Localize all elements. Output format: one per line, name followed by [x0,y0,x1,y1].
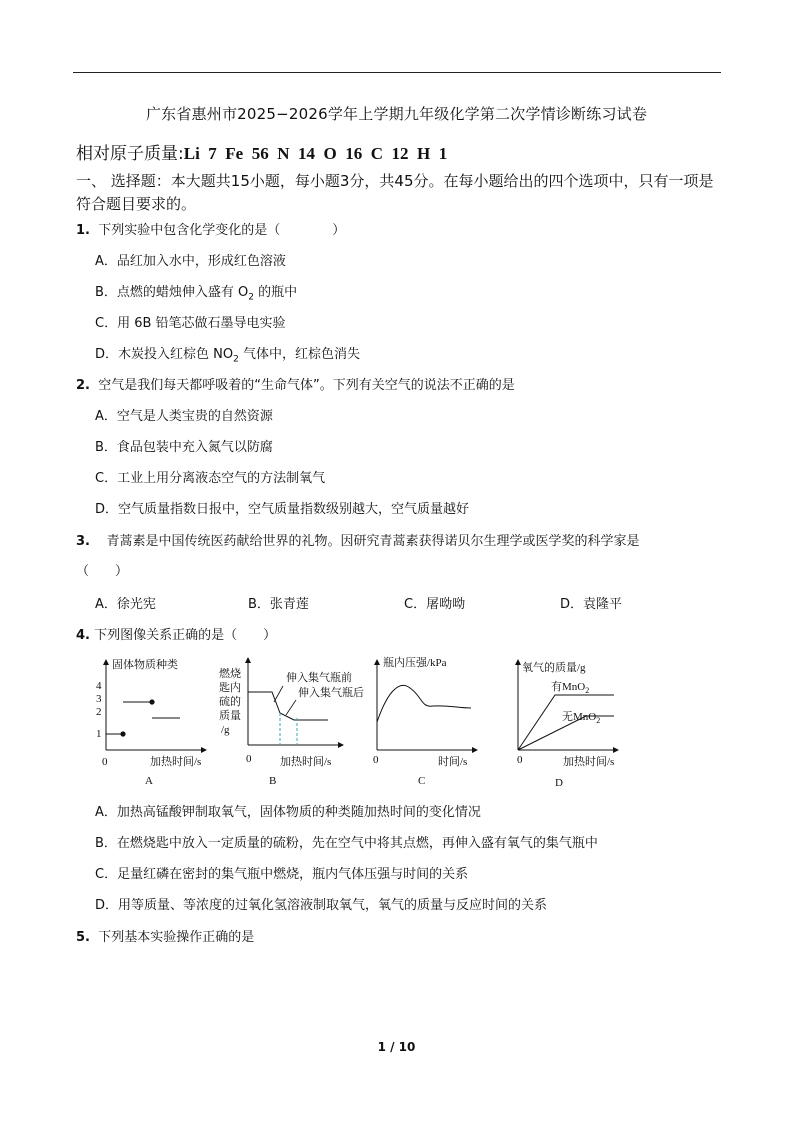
q4-option-c: C．足量红磷在密封的集气瓶中燃烧，瓶内气体压强与时间的关系 [95,867,469,882]
origin-label: 0 [373,754,379,766]
section-heading: 一、 选择题：本大题共15小题，每小题3分，共45分。在每小题给出的四个选项中，只有一项是符合题目要求的。 [76,172,714,213]
header-rule [73,72,721,73]
question-stem: 青蒿素是中国传统医药献给世界的礼物。因研究青蒿素获得诺贝尔生理学或医学奖的科学家是 [106,534,640,549]
option-text: 的瓶中 [254,285,298,300]
question-1 [76,219,345,238]
y-axis-label: 硫的 [219,696,241,708]
annotation: 伸入集气瓶前 [286,672,352,684]
y-axis-label: 氧气的质量/g [522,662,586,674]
page-number: 1 / 10 [377,1040,416,1054]
x-axis-label: 加热时间/s [280,756,332,768]
q2-option-d: D．空气质量指数日报中，空气质量指数级别越大，空气质量越好 [95,502,470,517]
data-point [120,731,125,736]
tick-label: 3 [96,693,102,705]
y-axis-label: 匙内 [219,682,241,694]
question-2 [76,374,515,393]
q4-option-b: B．在燃烧匙中放入一定质量的硫粉，先在空气中将其点燃，再伸入盛有氧气的集气瓶中 [95,836,598,851]
origin-label: 0 [246,753,252,765]
figure-c [373,655,477,787]
q3-option-c: C．屠呦呦 [404,597,466,612]
data-line [377,685,471,722]
q4-figures [88,650,628,790]
y-axis-label: 固体物质种类 [112,659,178,671]
q1-option-d [95,343,360,365]
leader-line [286,700,296,715]
y-axis-label: /g [221,724,230,736]
figure-label: B [269,775,277,787]
y-axis-label: 瓶内压强/kPa [383,657,447,669]
figure-label: D [555,777,563,789]
annotation: 伸入集气瓶后 [298,687,364,699]
origin-label: 0 [517,754,523,766]
question-number: 2. [76,378,90,393]
q3-paren: （ ） [76,564,129,579]
q2-option-c: C．工业上用分离液态空气的方法制氧气 [95,471,326,486]
x-axis-label: 加热时间/s [563,756,615,768]
q3-option-b: B．张青莲 [248,597,309,612]
series-label: 有MnO$_2$ [551,681,590,695]
y-axis-label: 质量 [219,710,241,722]
option-text: D．木炭投入红棕色 NO [95,347,234,362]
question-number: 4. [76,628,90,643]
question-stem: 下列图像关系正确的是（ ） [94,628,277,643]
question-4 [76,624,276,643]
tick-label: 2 [96,706,102,718]
tick-label: 4 [96,680,102,692]
q3-option-d: D．袁隆平 [560,597,623,612]
q3-option-a: A．徐光宪 [95,597,156,612]
data-point [149,699,154,704]
atomic-mass-label: 相对原子质量: [76,144,184,164]
page-title: 广东省惠州市2025−2026学年上学期九年级化学第二次学情诊断练习试卷 [145,105,648,123]
leader-line [274,686,283,702]
question-number: 3. [76,534,90,549]
question-stem: 下列基本实验操作正确的是 [98,930,255,945]
tick-label: 1 [96,728,102,740]
x-axis-label: 时间/s [438,756,468,768]
question-stem: 空气是我们每天都呼吸着的“生命气体”。下列有关空气的说法不正确的是 [98,378,515,393]
q2-option-a: A．空气是人类宝贵的自然资源 [95,409,273,424]
subscript: 2 [248,292,255,303]
q4-option-d: D．用等质量、等浓度的过氧化氢溶液制取氧气，氧气的质量与反应时间的关系 [95,898,548,913]
q1-option-b [95,281,297,303]
question-number: 5. [76,930,90,945]
question-3 [76,530,640,549]
question-5 [76,926,254,945]
figure-label: C [418,775,426,787]
figure-d [517,660,618,789]
series-label: 无MnO$_2$ [562,711,601,725]
y-axis-label: 燃烧 [219,668,241,680]
q1-option-a: A．品红加入水中，形成红色溶液 [95,254,286,269]
atomic-mass-line [76,139,447,164]
q4-option-a: A．加热高锰酸钾制取氧气，固体物质的种类随加热时间的变化情况 [95,805,481,820]
atomic-mass-values: Li 7 Fe 56 N 14 O 16 C 12 H 1 [183,144,448,163]
question-number: 1. [76,223,90,238]
x-axis-label: 加热时间/s [150,756,202,768]
figure-label: A [145,775,153,787]
figure-a [96,657,206,787]
subscript: 2 [233,354,239,365]
q1-option-c: C．用 6B 铅笔芯做石墨导电实验 [95,316,286,331]
figure-b [219,658,364,787]
option-text: 气体中，红棕色消失 [238,347,360,362]
question-stem: 下列实验中包含化学变化的是（ ） [98,223,346,238]
origin-label: 0 [102,756,108,768]
q2-option-b: B．食品包装中充入氮气以防腐 [95,440,273,455]
option-text: B．点燃的蜡烛伸入盛有 O [95,285,249,300]
